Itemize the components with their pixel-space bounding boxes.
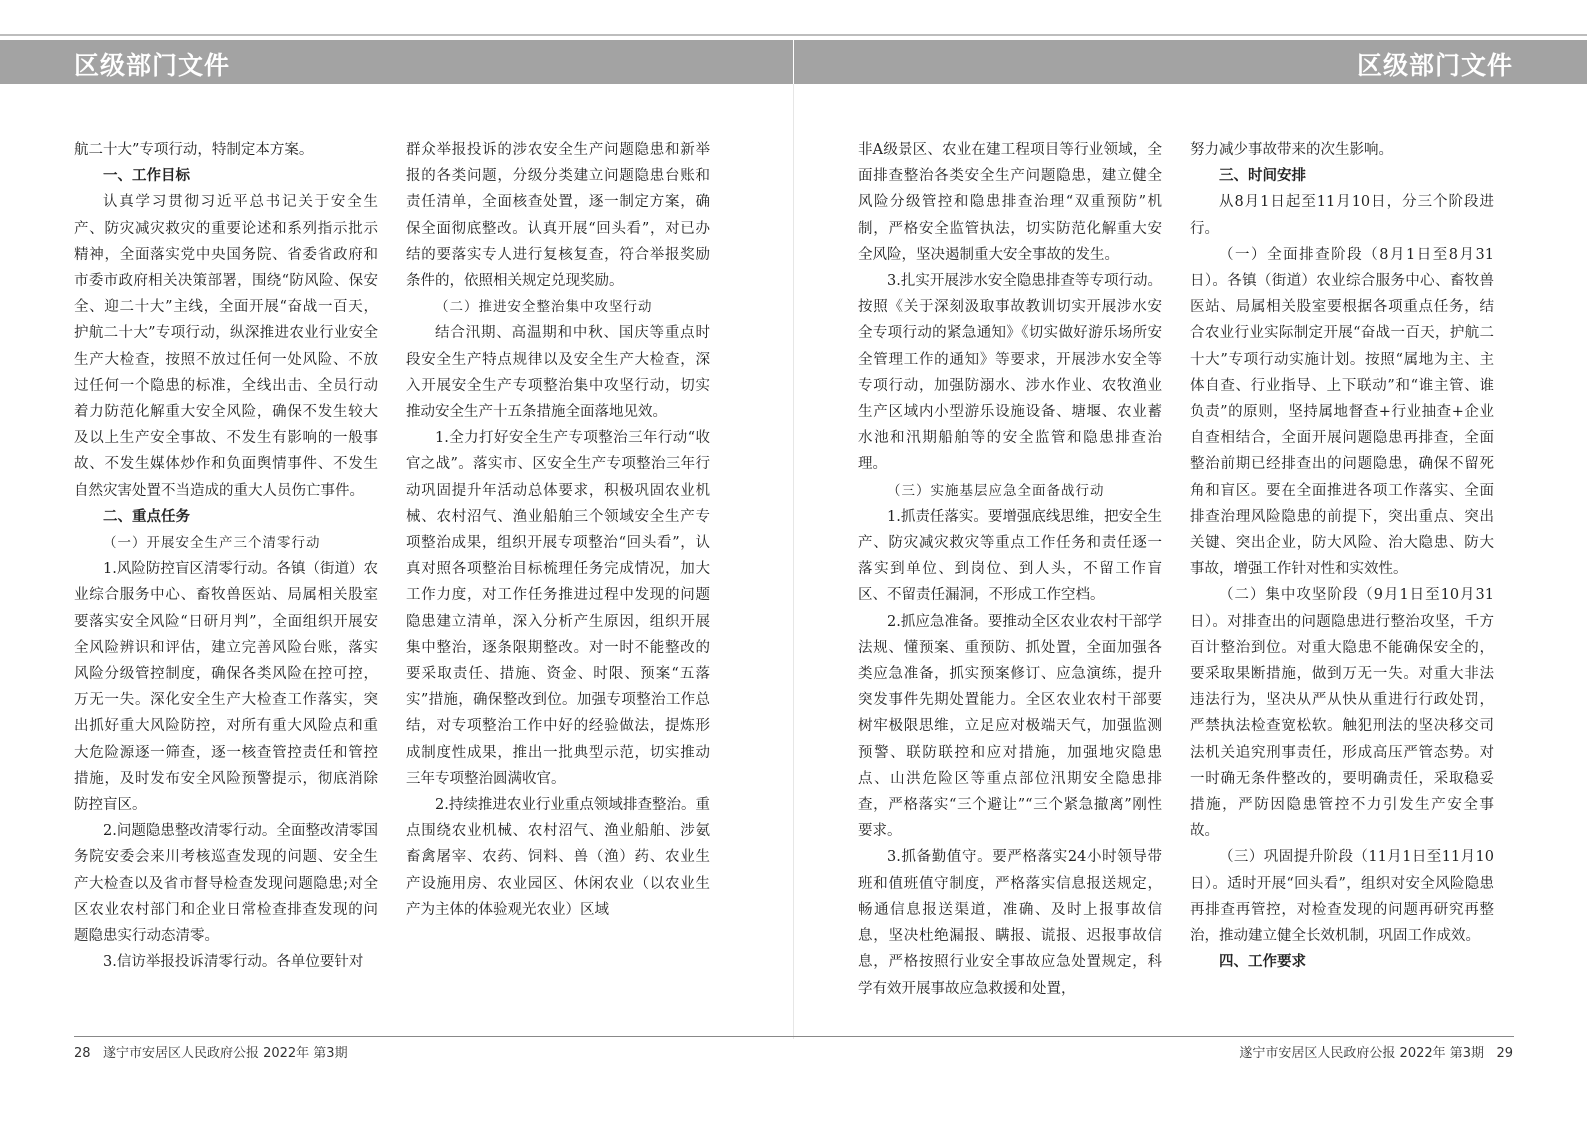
subsection-heading: （二）推进安全整治集中攻坚行动 [435, 299, 653, 316]
paragraph: 1.抓责任落实。要增强底线思维，把安全生产、防灾减灾救灾等重点工作任务和责任逐一落实到单位、到岗位、到人头，不留工作盲区、不留责任漏洞，不形成工作空档。 [858, 508, 1162, 604]
header-band-left [0, 40, 793, 84]
paragraph: 1.全力打好安全生产专项整治三年行动“收官之战”。落实市、区安全生产专项整治三年行动巩固提升年活动总体要求，积极巩固农业机械、农村沼气、渔业船舶三个领域安全生产专项整治成果，组织开展专项整治“回头看”，认真对照各项整治目标梳理任务完成情况，加大工作力度，对工作任务推进过程中发现的问题隐患建立清单，深入分析产生原因，组织开展集中整治，逐条限期整改。对一时不能整改的要采取责任、措施、资金、时限、预案“五落实”措施，确保整改到位。加强专项整治工作总结，对专项整治工作中好的经验做法，提炼形成制度性成果，推出一批典型示范，切实推动三年专项整治圆满收官。 [406, 430, 710, 787]
page-number-right: 29 [1496, 1046, 1513, 1061]
page-spine [793, 84, 794, 1039]
paragraph-continued: 航二十大”专项行动，特制定本方案。 [74, 142, 314, 158]
paragraph-continued: 努力减少事故带来的次生影响。 [1190, 142, 1393, 158]
publication-info-right: 遂宁市安居区人民政府公报 2022年 第3期 [1239, 1046, 1485, 1061]
subsection-heading: （三）实施基层应急全面备战行动 [887, 482, 1105, 499]
paragraph: 3.扎实开展涉水安全隐患排查等专项行动。按照《关于深刻汲取事故教训切实开展涉水安全专项行动的紧急通知》《切实做好游乐场所安全管理工作的通知》等要求，开展涉水安全等专项行动，加强防溺水、涉水作业、农牧渔业生产区域内小型游乐设施设备、塘堰、农业蓄水池和汛期船舶等的安全监管和隐患排查治理。 [858, 273, 1162, 473]
paragraph: 3.信访举报投诉清零行动。各单位要针对 [103, 954, 364, 971]
paragraph: 2.抓应急准备。要推动全区农业农村干部学法规、懂预案、重预防、抓处置，全面加强各类应急准备，抓实预案修订、应急演练，提升突发事件先期处置能力。全区农业农村干部要树牢极限思维，立足应对极端天气，加强监测预警、联防联控和应对措施，加强地灾隐患点、山洪危险区等重点部位汛期安全隐患排查，严格落实“三个避让”“三个紧急撤离”刚性要求。 [858, 613, 1162, 840]
paragraph: （三）巩固提升阶段（11月1日至11月10日）。适时开展“回头看”，组织对安全风险隐患再排查再管控，对检查发现的问题再研究再整治，推动建立健全长效机制，巩固工作成效。 [1190, 849, 1494, 945]
section-heading: 二、重点任务 [103, 508, 190, 525]
paragraph: 2.问题隐患整改清零行动。全面整改清零国务院安委会来川考核巡查发现的问题、安全生产大检查以及省市督导检查发现问题隐患;对全区农业农村部门和企业日常检查排查发现的问题隐患实行动态清零。 [74, 823, 378, 945]
text-column-4 [1190, 137, 1494, 976]
text-column-3 [858, 137, 1162, 1002]
section-heading: 四、工作要求 [1219, 954, 1306, 971]
paragraph: 结合汛期、高温期和中秋、国庆等重点时段安全生产特点规律以及安全生产大检查，深入开展安全生产专项整治集中攻坚行动，切实推动安全生产十五条措施全面落地见效。 [406, 325, 710, 421]
paragraph: 认真学习贯彻习近平总书记关于安全生产、防灾减灾救灾的重要论述和系列指示批示精神，全面落实党中央国务院、省委省政府和市委市政府相关决策部署，围绕“防风险、保安全、迎二十大”主线，全面开展“奋战一百天，护航二十大”专项行动，纵深推进农业行业安全生产大检查，按照不放过任何一处风险、不放过任何一个隐患的标准，全线出击、全员行动着力防范化解重大安全风险，确保不发生较大及以上生产安全事故、不发生有影响的一般事故、不发生媒体炒作和负面舆情事件、不发生自然灾害处置不当造成的重大人员伤亡事件。 [74, 194, 378, 499]
text-column-1 [74, 137, 378, 976]
section-title-right: 区级部门文件 [1356, 51, 1513, 80]
section-title-left: 区级部门文件 [74, 51, 231, 80]
subsection-heading: （一）开展安全生产三个清零行动 [103, 535, 321, 552]
paragraph: 2.持续推进农业行业重点领域排查整治。重点围绕农业机械、农村沼气、渔业船舶、涉氨畜禽屠宰、农药、饲料、兽（渔）药、农业生产设施用房、农业园区、休闲农业（以农业生产为主体的体验观光农业）区域 [406, 797, 710, 918]
top-rule [0, 34, 1587, 36]
paragraph: 1.风险防控盲区清零行动。各镇（街道）农业综合服务中心、畜牧兽医站、局属相关股室要落实安全风险“日研月判”，全面组织开展安全风险辨识和评估，建立完善风险台账，落实风险分级管控制度，确保各类风险在控可控，万无一失。深化安全生产大检查工作落实，突出抓好重大风险防控，对所有重大风险点和重大危险源逐一筛查，逐一核查管控责任和管控措施，及时发布安全风险预警提示，彻底消除防控盲区。 [74, 561, 378, 814]
paragraph: 从8月1日起至11月10日，分三个阶段进行。 [1190, 194, 1494, 237]
text-column-2 [406, 137, 710, 923]
footer-left [74, 1042, 348, 1061]
paragraph: （二）集中攻坚阶段（9月1日至10月31日）。对排查出的问题隐患进行整治攻坚，千方百计整治到位。对重大隐患不能确保安全的，要采取果断措施，做到万无一失。对重大非法违法行为，坚决从严从快从重进行行政处罚，严禁执法检查宽松软。触犯刑法的坚决移交司法机关追究刑事责任，形成高压严管态势。对一时确无条件整改的，要明确责任，采取稳妥措施，严防因隐患管控不力引发生产安全事故。 [1190, 587, 1494, 840]
paragraph: 3.抓备勤值守。要严格落实24小时领导带班和值班值守制度，严格落实信息报送规定，畅通信息报送渠道，准确、及时上报事故信息，坚决杜绝漏报、瞒报、谎报、迟报事故信息，严格按照行业安全事故应急处置规定，科学有效开展事故应急救援和处置， [858, 849, 1162, 997]
page-number-left: 28 [74, 1046, 91, 1061]
footer-rule [74, 1036, 1514, 1037]
section-heading: 一、工作目标 [103, 168, 190, 185]
footer-right [1239, 1042, 1513, 1061]
paragraph-continued: 群众举报投诉的涉农安全生产问题隐患和新举报的各类问题，分级分类建立问题隐患台账和责任清单，全面核查处置，逐一制定方案，确保全面彻底整改。认真开展“回头看”，对已办结的要落实专人进行复核复查，符合举报奖励条件的，依照相关规定兑现奖励。 [406, 142, 710, 290]
section-heading: 三、时间安排 [1219, 168, 1306, 185]
paragraph-continued: 非A级景区、农业在建工程项目等行业领域，全面排查整治各类安全生产问题隐患，建立健全风险分级管控和隐患排查治理“双重预防”机制，严格安全监管执法，切实防范化解重大安全风险，坚决遏制重大安全事故的发生。 [858, 142, 1162, 263]
paragraph: （一）全面排查阶段（8月1日至8月31日）。各镇（街道）农业综合服务中心、畜牧兽医站、局属相关股室要根据各项重点任务，结合农业行业实际制定开展“奋战一百天，护航二十大”专项行动实施计划。按照“属地为主、主体自查、行业指导、上下联动”和“谁主管、谁负责”的原则，坚持属地督查+行业抽查+企业自查相结合，全面开展问题隐患再排查，全面整治前期已经排查出的问题隐患，确保不留死角和盲区。要在全面推进各项工作落实、全面排查治理风险隐患的前提下，突出重点、突出关键、突出企业，防大风险、治大隐患、防大事故，增强工作针对性和实效性。 [1190, 246, 1494, 578]
header-band-right [794, 40, 1587, 84]
publication-info-left: 遂宁市安居区人民政府公报 2022年 第3期 [102, 1046, 348, 1061]
